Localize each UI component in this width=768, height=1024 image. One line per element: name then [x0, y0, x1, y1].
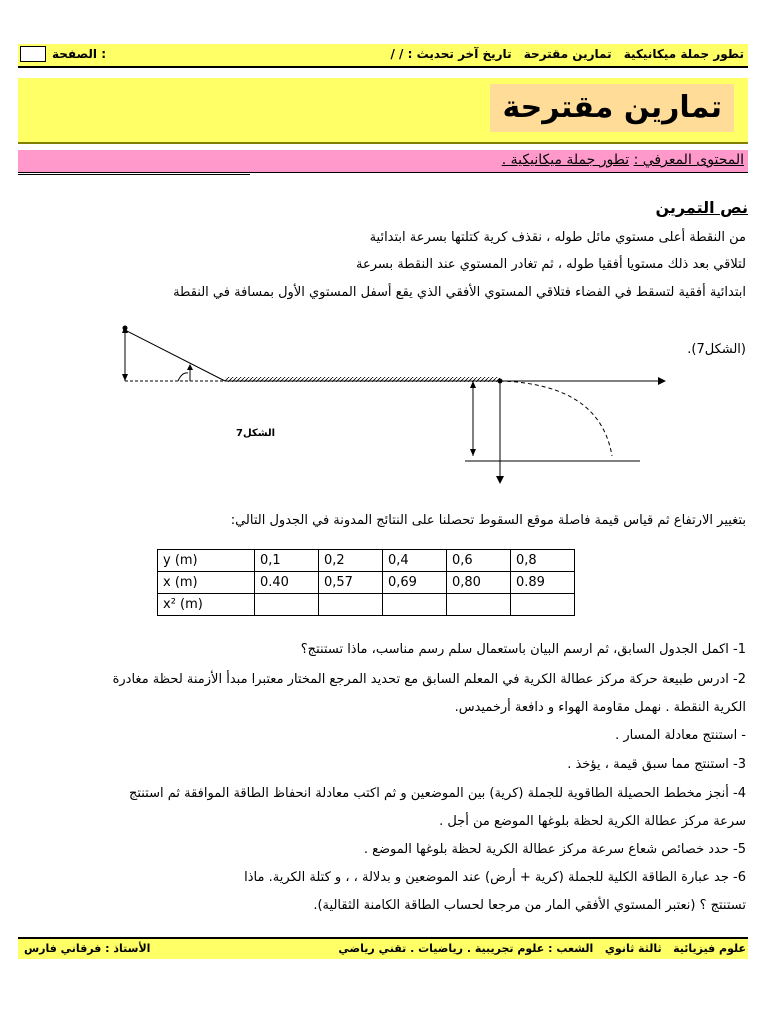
exercise-heading: نص التمرين — [655, 198, 748, 217]
cell: 0,6 — [447, 550, 511, 572]
exercise-line-4: (الشكل7). — [687, 342, 746, 357]
cell: 0,2 — [319, 550, 383, 572]
question-3: 3- استنتج مما سبق قيمة ، يؤخذ . — [567, 757, 746, 772]
content-band — [18, 150, 748, 173]
question-6: 6- جد عبارة الطاقة الكلية للجملة (كرية + أرض) عند الموضعين و بدلالة ، ، و كتلة الكرية. ماذا — [244, 870, 746, 885]
cell — [319, 594, 383, 616]
cell: 0,69 — [383, 572, 447, 594]
row-label: x (m) — [158, 572, 255, 594]
question-2: 2- ادرس طبيعة حركة مركز عطالة الكرية في المعلم السابق مع تحديد المرجع المختار معتبرا مبدأ الأزمنة لحظة مغادرة — [112, 672, 746, 687]
header-section: تمارين مقترحة — [523, 47, 612, 61]
cell: 0,80 — [447, 572, 511, 594]
top-header — [18, 44, 748, 68]
question-6-cont: تستنتج ؟ (نعتبر المستوي الأفقي المار من مرجعا لحساب الطاقة الكامنة الثقالية). — [313, 898, 746, 913]
table-intro: بتغيير الارتفاع ثم قياس قيمة فاصلة موقع السقوط تحصلنا على النتائج المدونة في الجدول التالي: — [230, 513, 746, 528]
cell: 0,8 — [511, 550, 575, 572]
cell: 0,1 — [255, 550, 319, 572]
question-2-path: - استنتج معادلة المسار . — [615, 728, 746, 743]
exercise-line-1: من النقطة أعلى مستوي مائل طوله ، نقذف كرية كتلتها بسرعة ابتدائية — [369, 230, 746, 245]
row-label: x² (m) — [158, 594, 255, 616]
content-text — [502, 152, 744, 168]
incline-line — [125, 330, 225, 381]
cell — [255, 594, 319, 616]
footer-stream-label: الشعب : — [548, 942, 594, 955]
question-5: 5- حدد خصائص شعاع سرعة مركز عطالة الكرية لحظة بلوغها الموضع . — [363, 842, 746, 857]
page-label: الصفحة : — [52, 47, 106, 61]
question-4-cont: سرعة مركز عطالة الكرية لحظة بلوغها الموضع من أجل . — [439, 814, 746, 829]
footer-level: ثالثة ثانوي — [604, 942, 662, 955]
cell: 0,57 — [319, 572, 383, 594]
cell — [447, 594, 511, 616]
exercise-line-2: لتلاقي بعد ذلك مستويا أفقيا طوله ، ثم تغادر المستوي عند النقطة بسرعة — [356, 257, 746, 272]
header-update-date: / / — [390, 47, 404, 61]
footer-subject: علوم فيزيائية — [673, 942, 746, 955]
start-point — [123, 326, 128, 331]
data-table — [157, 549, 575, 616]
cell — [511, 594, 575, 616]
cell: 0.40 — [255, 572, 319, 594]
title-band — [18, 78, 748, 144]
page-title: تمارين مقترحة — [490, 84, 734, 132]
footer — [18, 937, 748, 959]
footer-info — [338, 942, 746, 955]
cell: 0,4 — [383, 550, 447, 572]
content-value: تطور جملة ميكانيكية . — [501, 152, 630, 168]
header-info — [391, 47, 745, 61]
question-2-cont: الكرية النقطة . نهمل مقاومة الهواء و دافعة أرخميدس. — [454, 700, 746, 715]
header-update-label: تاريخ آخر تحديث : — [407, 47, 512, 61]
table-row — [158, 594, 575, 616]
footer-streams: علوم تجريبية . رياضيات . تقني رياضي — [338, 942, 545, 955]
trajectory — [500, 381, 612, 456]
header-subject: تطور جملة ميكانيكية — [623, 47, 744, 61]
row-label: y (m) — [158, 550, 255, 572]
footer-teacher: الأستاذ : فرقاني فارس — [24, 942, 151, 955]
question-1: 1- اكمل الجدول السابق، ثم ارسم البيان باستعمال سلم رسم مناسب، ماذا تستنتج؟ — [300, 642, 746, 657]
table-row — [158, 572, 575, 594]
content-label: المحتوى المعرفي : — [633, 152, 744, 168]
page-number-box — [20, 46, 46, 62]
table-row — [158, 550, 575, 572]
cell: 0.89 — [511, 572, 575, 594]
figure-label: الشكل7 — [236, 428, 276, 439]
content-underline — [18, 174, 250, 175]
figure-7 — [100, 318, 680, 488]
question-4: 4- أنجز مخطط الحصيلة الطاقوية للجملة (كرية) بين الموضعين و ثم اكتب معادلة انحفاظ الطاقة الموافقة ثم استنتج — [128, 786, 746, 801]
exercise-line-3: ابتدائية أفقية لتسقط في الفضاء فتلاقي المستوي الأفقي الذي يقع أسفل المستوي الأول بمسافة في النقطة — [173, 285, 746, 300]
cell — [383, 594, 447, 616]
